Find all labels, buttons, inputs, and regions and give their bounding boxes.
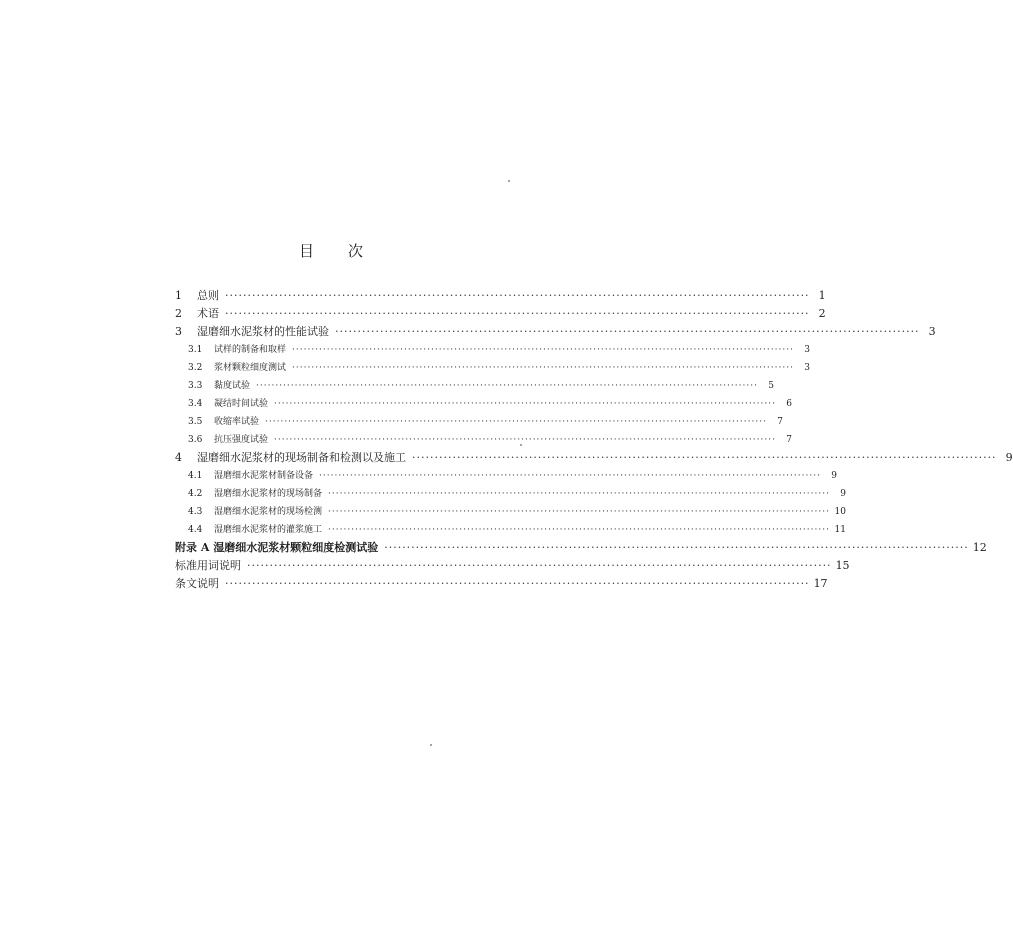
toc-entry-page: 10 (834, 507, 846, 517)
toc-leader-dots (319, 467, 821, 485)
table-of-contents (175, 287, 1013, 593)
title-char-1: 目 (298, 242, 314, 260)
toc-entry[interactable] (175, 359, 810, 377)
toc-entry-label: 条文说明 (175, 577, 219, 590)
toc-entry[interactable] (175, 575, 828, 593)
title-char-2: 次 (348, 242, 364, 260)
toc-entry[interactable] (175, 521, 846, 539)
toc-entry-number: 4.2 (188, 489, 203, 499)
scan-speck (508, 180, 510, 182)
toc-leader-dots (328, 485, 830, 503)
toc-entry-page: 3 (928, 325, 936, 338)
toc-entry-number: 1 (175, 289, 182, 302)
toc-entry-page: 9 (1005, 451, 1013, 464)
toc-entry-number: 4.4 (188, 525, 203, 535)
toc-leader-dots (412, 449, 997, 467)
scan-speck (430, 744, 432, 746)
toc-entry[interactable] (175, 431, 792, 449)
toc-entry-page: 11 (834, 525, 846, 535)
toc-entry[interactable] (175, 485, 846, 503)
toc-entry-page: 1 (818, 289, 826, 302)
toc-leader-dots (335, 323, 920, 341)
toc-entry-page: 6 (786, 399, 792, 409)
toc-entry-label: 附录 A 湿磨细水泥浆材颗粒细度检测试验 (175, 541, 379, 554)
toc-entry[interactable] (175, 557, 850, 575)
toc-entry-label: 湿磨细水泥浆材的现场制备和检测以及施工 (197, 451, 406, 464)
toc-entry-page: 5 (768, 381, 774, 391)
toc-entry[interactable] (175, 287, 826, 305)
toc-entry-number: 3.1 (188, 345, 203, 355)
toc-entry-page: 17 (813, 577, 828, 590)
toc-entry-page: 7 (786, 435, 792, 445)
scan-speck (520, 444, 522, 446)
toc-entry-label: 试样的制备和取样 (214, 345, 287, 355)
toc-entry-page: 12 (972, 541, 987, 554)
toc-entry[interactable] (175, 467, 837, 485)
toc-entry-page: 3 (804, 345, 810, 355)
toc-entry-number: 2 (175, 307, 182, 320)
toc-entry-label: 抗压强度试验 (214, 435, 269, 445)
toc-leader-dots (256, 377, 758, 395)
toc-entry-page: 9 (840, 489, 846, 499)
toc-entry-label: 总则 (197, 289, 219, 302)
toc-entry-page: 7 (777, 417, 783, 427)
toc-entry-number: 4.3 (188, 507, 203, 517)
toc-title (0, 240, 662, 261)
toc-entry-number: 4.1 (188, 471, 203, 481)
toc-entry-label: 术语 (197, 307, 219, 320)
toc-leader-dots (328, 521, 830, 539)
toc-entry-label: 收缩率试验 (214, 417, 260, 427)
toc-entry[interactable] (175, 377, 774, 395)
toc-leader-dots (384, 539, 969, 557)
toc-entry-page: 9 (831, 471, 837, 481)
toc-entry[interactable] (175, 449, 1013, 467)
toc-leader-dots (328, 503, 830, 521)
toc-leader-dots (225, 575, 810, 593)
toc-entry-page: 3 (804, 363, 810, 373)
toc-entry-number: 3.5 (188, 417, 203, 427)
toc-leader-dots (292, 341, 794, 359)
toc-entry-number: 3 (175, 325, 182, 338)
toc-entry-label: 湿磨细水泥浆材的现场检测 (214, 507, 323, 517)
toc-entry-label: 浆材颗粒细度测试 (214, 363, 287, 373)
toc-entry-number: 3.2 (188, 363, 203, 373)
toc-entry-label: 标准用词说明 (175, 559, 241, 572)
toc-entry-number: 3.6 (188, 435, 203, 445)
toc-leader-dots (225, 305, 810, 323)
toc-entry[interactable] (175, 305, 826, 323)
toc-entry-page: 15 (835, 559, 850, 572)
toc-entry-page: 2 (818, 307, 826, 320)
toc-entry-label: 湿磨细水泥浆材的性能试验 (197, 325, 329, 338)
toc-entry-label: 凝结时间试验 (214, 399, 269, 409)
toc-entry-label: 湿磨细水泥浆材的灌浆施工 (214, 525, 323, 535)
toc-leader-dots (292, 359, 794, 377)
toc-entry-number: 3.4 (188, 399, 203, 409)
toc-leader-dots (247, 557, 832, 575)
toc-entry[interactable] (175, 341, 810, 359)
toc-leader-dots (265, 413, 767, 431)
toc-leader-dots (274, 431, 776, 449)
toc-entry[interactable] (175, 413, 783, 431)
toc-entry-number: 4 (175, 451, 182, 464)
toc-entry[interactable] (175, 539, 987, 557)
toc-entry[interactable] (175, 503, 846, 521)
toc-entry[interactable] (175, 395, 792, 413)
toc-entry-label: 黏度试验 (214, 381, 251, 391)
toc-leader-dots (274, 395, 776, 413)
toc-entry-label: 湿磨细水泥浆材制备设备 (214, 471, 314, 481)
toc-entry-label: 湿磨细水泥浆材的现场制备 (214, 489, 323, 499)
toc-leader-dots (225, 287, 810, 305)
toc-entry-number: 3.3 (188, 381, 203, 391)
toc-entry[interactable] (175, 323, 936, 341)
